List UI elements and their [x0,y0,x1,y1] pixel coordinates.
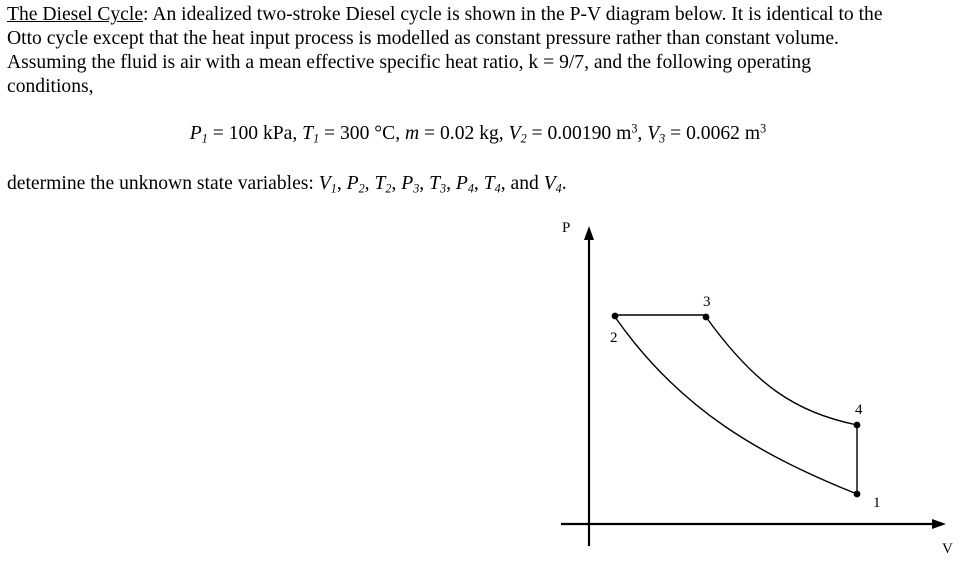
state-label-3: 3 [703,294,711,310]
unknown-symbol: T [429,173,440,194]
unknown-subscript: 2 [358,181,365,196]
state-label-2: 2 [610,330,618,346]
unknown-separator: , [446,173,456,194]
unknown-symbol: P [455,173,468,194]
v2-exponent: 3 [631,121,638,136]
unknown-separator: , [336,173,347,194]
p1-symbol: P [189,123,202,144]
problem-heading: The Diesel Cycle [7,4,144,25]
unknown-subscript: 2 [385,181,392,196]
intro-line-4: conditions, [7,76,94,97]
unknown-subscript: 3 [440,181,447,196]
state-point-2 [612,313,619,320]
state-point-3 [703,314,710,321]
unknown-separator: , [473,173,484,194]
v3-exponent: 3 [760,121,767,136]
unknown-separator: , [419,173,430,194]
state-point-1 [854,491,861,498]
intro-line-3: Assuming the fluid is air with a mean effective specific heat ratio, k = 9/7, and the following operating [7,52,812,73]
state-label-1: 1 [873,495,881,511]
unknown-symbol: P [401,173,414,194]
v3-subscript: 3 [659,131,666,146]
t1-symbol: T [302,123,314,144]
t1-subscript: 1 [313,131,320,146]
p1-subscript: 1 [201,131,208,146]
intro-line-2: Otto cycle except that the heat input process is modelled as constant pressure rather than constant volume. [7,28,839,49]
x-axis-arrow-icon [932,519,946,529]
v2-subscript: 2 [520,131,527,146]
unknown-separator: . [561,173,567,194]
unknown-symbol: V [543,173,556,194]
v2-symbol: V [508,123,521,144]
unknown-symbol: T [483,173,495,194]
unknown-subscript: 3 [413,181,420,196]
given-separator: , [637,123,648,144]
unknown-subscript: 4 [494,181,501,196]
process-3-4-curve [706,317,857,425]
y-axis-arrow-icon [584,226,594,240]
unknown-subscript: 1 [330,181,337,196]
unknown-subscript: 4 [555,181,562,196]
state-label-4: 4 [855,402,863,418]
unknown-symbol: V [318,173,331,194]
unknown-separator: , [391,173,402,194]
mass-symbol: m [405,123,420,144]
x-axis-label: V [942,541,953,557]
unknown-separator: , [364,173,375,194]
t1-value: = 300 °C, [319,123,405,144]
unknown-symbol: T [374,173,386,194]
y-axis-label: P [562,220,571,236]
v2-value: = 0.00190 m [526,123,632,144]
unknown-separator: , and [500,173,544,194]
process-1-2-curve [615,317,857,494]
unknown-subscript: 4 [467,181,474,196]
v3-symbol: V [647,123,660,144]
v3-value: = 0.0062 m [665,123,761,144]
mass-value: = 0.02 kg, [419,123,509,144]
intro-line-1: : An idealized two-stroke Diesel cycle is shown in the P-V diagram below. It is identical to the [143,4,883,25]
determine-text: determine the unknown state variables: [7,173,319,194]
unknown-symbol: P [346,173,359,194]
p1-value: = 100 kPa, [207,123,303,144]
state-point-4 [854,422,861,429]
